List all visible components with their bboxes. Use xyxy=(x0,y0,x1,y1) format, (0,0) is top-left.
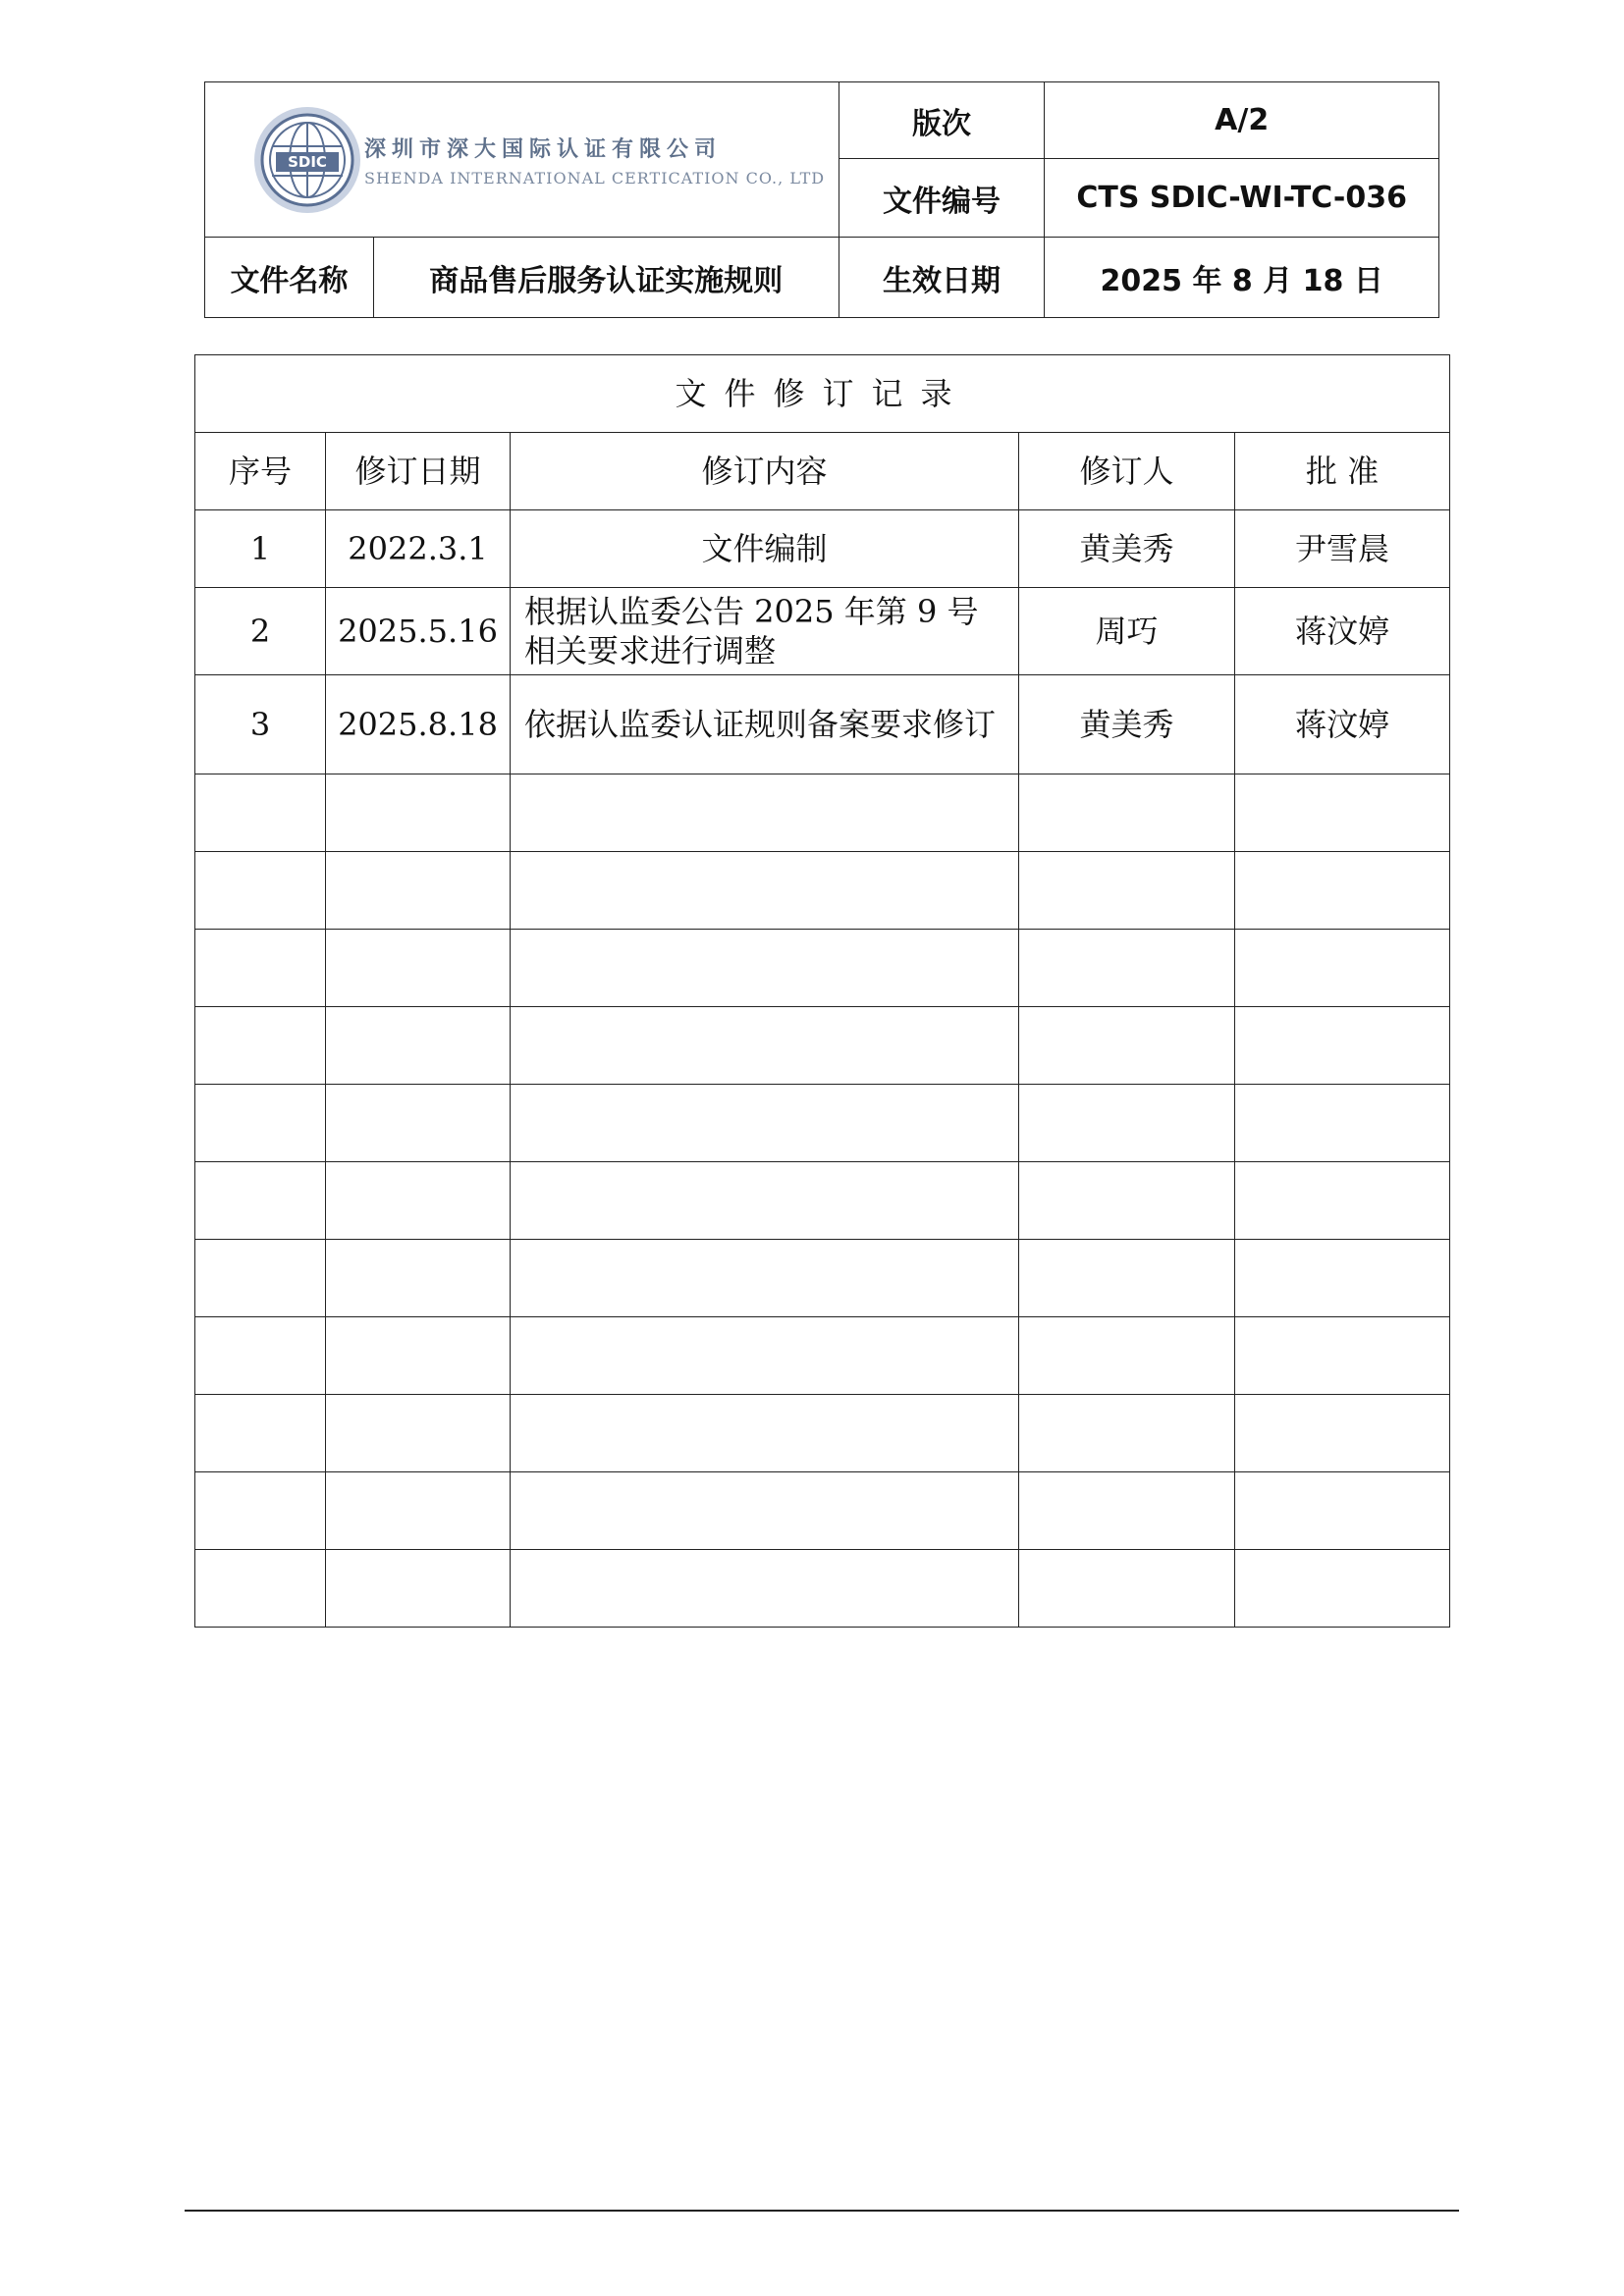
column-header-date: 修订日期 xyxy=(326,433,511,510)
empty-table-cell xyxy=(1235,1240,1450,1317)
effective-date-value: 2025 年 8 月 18 日 xyxy=(1045,238,1439,318)
empty-table-cell xyxy=(511,1472,1019,1550)
empty-table-cell xyxy=(195,1395,326,1472)
empty-table-cell xyxy=(195,1162,326,1240)
empty-table-cell xyxy=(511,1317,1019,1395)
empty-table-cell xyxy=(511,1550,1019,1628)
empty-table-cell xyxy=(195,1240,326,1317)
empty-table-cell xyxy=(1235,1472,1450,1550)
sdic-logo-icon xyxy=(252,105,362,215)
row-2-no: 2 xyxy=(195,588,326,675)
empty-table-cell xyxy=(1235,1317,1450,1395)
row-3-no: 3 xyxy=(195,675,326,774)
revision-table-title: 文件修订记录 xyxy=(195,355,1450,433)
empty-table-cell xyxy=(1019,774,1235,852)
empty-table-row xyxy=(195,1550,1450,1628)
empty-table-cell xyxy=(1019,852,1235,930)
empty-table-cell xyxy=(511,1162,1019,1240)
empty-table-cell xyxy=(326,1472,511,1550)
column-header-no: 序号 xyxy=(195,433,326,510)
row-3-date: 2025.8.18 xyxy=(326,675,511,774)
empty-table-cell xyxy=(326,1007,511,1085)
document-header-table xyxy=(204,81,1439,318)
empty-table-row xyxy=(195,1240,1450,1317)
empty-table-cell xyxy=(326,1317,511,1395)
empty-table-cell xyxy=(511,1085,1019,1162)
row-2-approver: 蒋汶婷 xyxy=(1235,588,1450,675)
empty-table-cell xyxy=(1019,1395,1235,1472)
row-1-reviser: 黄美秀 xyxy=(1019,510,1235,588)
empty-table-cell xyxy=(1235,1007,1450,1085)
empty-table-row xyxy=(195,1472,1450,1550)
row-1-content: 文件编制 xyxy=(511,510,1019,588)
empty-table-cell xyxy=(511,1395,1019,1472)
empty-table-row xyxy=(195,852,1450,930)
empty-table-cell xyxy=(1235,1085,1450,1162)
doc-number-label: 文件编号 xyxy=(839,159,1045,238)
empty-table-row xyxy=(195,1007,1450,1085)
column-header-reviser: 修订人 xyxy=(1019,433,1235,510)
empty-table-cell xyxy=(326,852,511,930)
empty-table-cell xyxy=(1019,1317,1235,1395)
empty-table-cell xyxy=(1019,1007,1235,1085)
empty-table-cell xyxy=(195,1007,326,1085)
empty-table-cell xyxy=(326,1240,511,1317)
company-name-cn: 深圳市深大国际认证有限公司 xyxy=(364,136,723,162)
revision-record-table xyxy=(194,354,1450,1628)
edition-label: 版次 xyxy=(839,82,1045,159)
footer-divider xyxy=(185,2210,1459,2212)
empty-table-cell xyxy=(1019,1472,1235,1550)
empty-table-cell xyxy=(1235,774,1450,852)
empty-table-cell xyxy=(326,1085,511,1162)
doc-name-value: 商品售后服务认证实施规则 xyxy=(373,238,839,318)
empty-table-cell xyxy=(1019,1240,1235,1317)
empty-table-cell xyxy=(511,1240,1019,1317)
empty-table-cell xyxy=(195,1317,326,1395)
empty-table-cell xyxy=(1019,1162,1235,1240)
row-2-reviser: 周巧 xyxy=(1019,588,1235,675)
row-2-date: 2025.5.16 xyxy=(326,588,511,675)
empty-table-cell xyxy=(1019,1550,1235,1628)
empty-table-row xyxy=(195,1085,1450,1162)
empty-table-cell xyxy=(195,1550,326,1628)
empty-table-cell xyxy=(326,774,511,852)
empty-table-cell xyxy=(1235,1550,1450,1628)
company-logo-cell xyxy=(205,82,839,238)
row-1-approver: 尹雪晨 xyxy=(1235,510,1450,588)
row-3-approver: 蒋汶婷 xyxy=(1235,675,1450,774)
row-3-content: 依据认监委认证规则备案要求修订 xyxy=(511,675,1019,774)
empty-table-cell xyxy=(195,774,326,852)
empty-table-cell xyxy=(195,930,326,1007)
row-2-content: 根据认监委公告 2025 年第 9 号相关要求进行调整 xyxy=(511,588,1019,675)
empty-table-cell xyxy=(511,852,1019,930)
empty-table-cell xyxy=(511,930,1019,1007)
empty-table-cell xyxy=(195,852,326,930)
empty-table-row xyxy=(195,930,1450,1007)
empty-table-cell xyxy=(1235,1395,1450,1472)
company-name-en: SHENDA INTERNATIONAL CERTICATION CO., LTD xyxy=(364,168,826,187)
empty-table-cell xyxy=(326,1395,511,1472)
empty-table-cell xyxy=(195,1085,326,1162)
row-1-no: 1 xyxy=(195,510,326,588)
row-3-reviser: 黄美秀 xyxy=(1019,675,1235,774)
empty-table-cell xyxy=(195,1472,326,1550)
effective-date-label: 生效日期 xyxy=(839,238,1045,318)
empty-table-cell xyxy=(511,774,1019,852)
column-header-approver: 批 准 xyxy=(1235,433,1450,510)
empty-table-cell xyxy=(1235,930,1450,1007)
edition-value: A/2 xyxy=(1045,82,1439,159)
empty-table-cell xyxy=(1019,930,1235,1007)
empty-table-row xyxy=(195,1317,1450,1395)
empty-table-cell xyxy=(326,1162,511,1240)
empty-table-row xyxy=(195,1162,1450,1240)
logo-text: SDIC xyxy=(288,152,327,171)
empty-table-cell xyxy=(1235,1162,1450,1240)
empty-table-cell xyxy=(326,930,511,1007)
column-header-content: 修订内容 xyxy=(511,433,1019,510)
row-1-date: 2022.3.1 xyxy=(326,510,511,588)
empty-table-cell xyxy=(1235,852,1450,930)
empty-table-row xyxy=(195,774,1450,852)
doc-name-label: 文件名称 xyxy=(205,238,374,318)
empty-table-cell xyxy=(511,1007,1019,1085)
empty-table-cell xyxy=(1019,1085,1235,1162)
empty-table-cell xyxy=(326,1550,511,1628)
doc-number-value: CTS SDIC-WI-TC-036 xyxy=(1045,159,1439,238)
empty-table-row xyxy=(195,1395,1450,1472)
